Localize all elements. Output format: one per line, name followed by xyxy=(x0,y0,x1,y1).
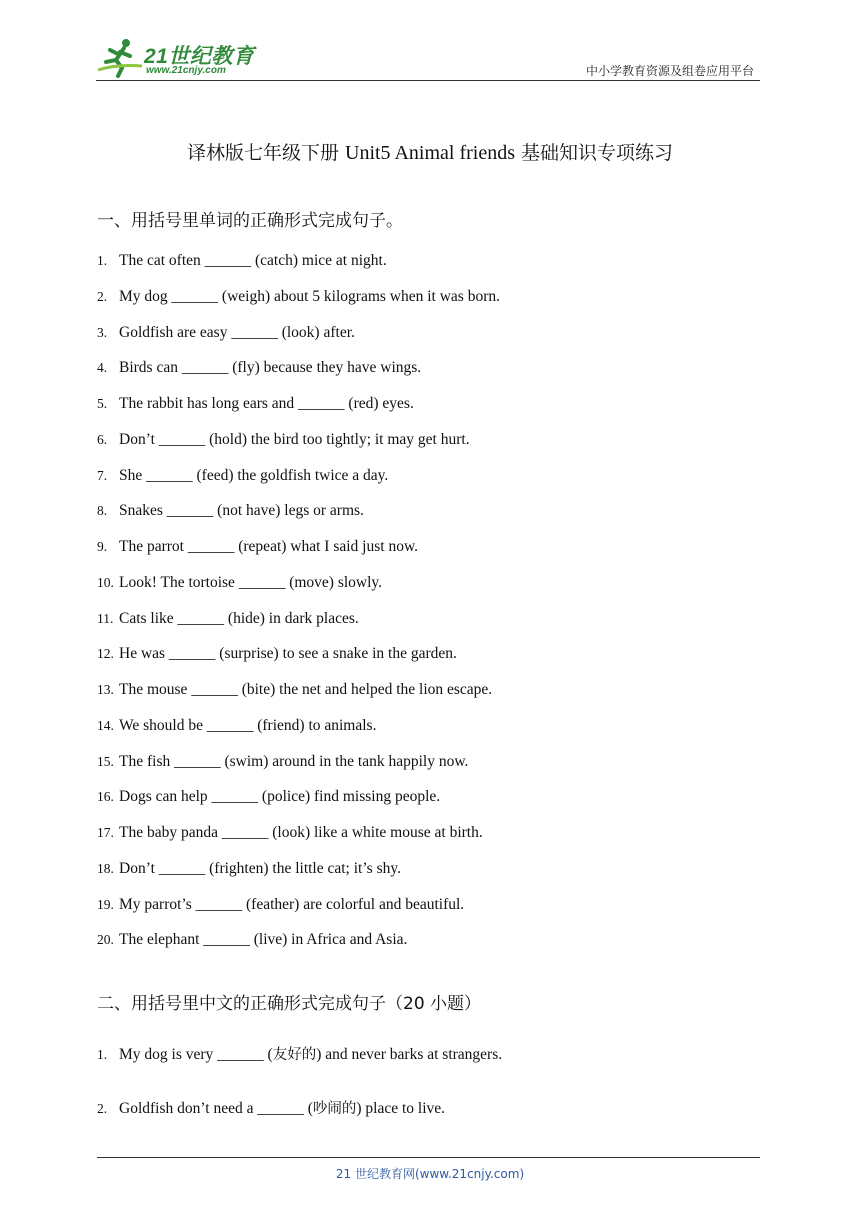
question-text: The elephant ______ (live) in Africa and Asia. xyxy=(119,931,408,949)
question-number: 13. xyxy=(97,682,114,697)
question-row xyxy=(97,610,359,628)
question-row xyxy=(97,502,364,520)
question-text-after: ) and never barks at strangers. xyxy=(316,1046,503,1063)
question-number: 12. xyxy=(97,646,114,662)
question-row xyxy=(97,717,376,735)
question-row xyxy=(97,324,355,342)
question-number: 5. xyxy=(97,396,108,411)
question-text: My parrot’s ______ (feather) are colorful and beautiful. xyxy=(119,895,465,913)
question-text: We should be ______ (friend) to animals. xyxy=(119,716,377,734)
question-text: The parrot ______ (repeat) what I said just now. xyxy=(119,538,419,555)
title-suffix: 基础知识专项练习 xyxy=(514,142,674,164)
question-number: 7. xyxy=(97,467,108,483)
footer-divider xyxy=(97,1157,760,1158)
question-text: She ______ (feed) the goldfish twice a day. xyxy=(119,466,389,484)
question-number: 1. xyxy=(97,1047,108,1062)
question-text: Goldfish are easy ______ (look) after. xyxy=(119,323,355,341)
question-number: 2. xyxy=(97,1101,108,1116)
question-text: Snakes ______ (not have) legs or arms. xyxy=(119,502,364,520)
question-number: 11. xyxy=(97,610,114,626)
question-text: Birds can ______ (fly) because they have wings. xyxy=(119,359,422,377)
page-title xyxy=(0,138,860,165)
question-row xyxy=(97,824,483,842)
question-row xyxy=(97,288,500,306)
question-text: Cats like ______ (hide) in dark places. xyxy=(119,609,359,627)
question-row xyxy=(97,896,464,914)
question-number: 20. xyxy=(97,932,114,948)
question-text: Look! The tortoise ______ (move) slowly. xyxy=(119,573,383,591)
question-text-before: Goldfish don’t need a ______ ( xyxy=(119,1100,313,1117)
question-text: The baby panda ______ (look) like a white mouse at birth. xyxy=(119,824,483,841)
question-number: 2. xyxy=(97,288,108,304)
logo-text: 21世纪教育 xyxy=(144,45,255,68)
question-text: Don’t ______ (frighten) the little cat; it’s shy. xyxy=(119,859,401,877)
question-number: 1. xyxy=(97,253,108,268)
title-prefix: 译林版七年级下册 xyxy=(186,142,345,164)
question-number: 18. xyxy=(97,860,114,876)
question-number: 16. xyxy=(97,789,114,805)
question-number: 19. xyxy=(97,896,114,912)
question-row xyxy=(97,574,382,592)
question-text-after: ) place to live. xyxy=(356,1100,446,1117)
question-text: My dog ______ (weigh) about 5 kilograms when it was born. xyxy=(119,287,500,305)
logo-url: www.21cnjy.com xyxy=(146,65,226,76)
section-1-heading: 一、用括号里单词的正确形式完成句子。 xyxy=(97,211,403,231)
runner-logo-icon xyxy=(96,36,144,80)
question-row xyxy=(97,1097,445,1118)
question-number: 6. xyxy=(97,431,108,447)
footer-text: 21 世纪教育网(www.21cnjy.com) xyxy=(335,1167,525,1181)
question-number: 10. xyxy=(97,574,114,590)
page-header xyxy=(96,36,760,82)
header-platform-text: 中小学教育资源及组卷应用平台 xyxy=(585,64,754,78)
question-row xyxy=(97,359,421,377)
question-number: 8. xyxy=(97,503,108,519)
question-number: 9. xyxy=(97,539,108,554)
question-row xyxy=(97,252,387,270)
question-number: 14. xyxy=(97,717,114,733)
question-row xyxy=(97,645,457,663)
question-row xyxy=(97,681,492,699)
question-row xyxy=(97,753,468,771)
question-text: The rabbit has long ears and ______ (red) eyes. xyxy=(119,395,414,412)
question-chinese-hint: 友好的 xyxy=(272,1047,317,1063)
question-text: Dogs can help ______ (police) find missing people. xyxy=(119,788,441,806)
question-text: Don’t ______ (hold) the bird too tightly; it may get hurt. xyxy=(119,430,470,448)
section-2-heading: 二、用括号里中文的正确形式完成句子（20 小题） xyxy=(97,994,482,1014)
question-text: The fish ______ (swim) around in the tank happily now. xyxy=(119,752,469,770)
question-row xyxy=(97,931,407,949)
title-unit: Unit5 Animal friends xyxy=(345,142,515,164)
question-row xyxy=(97,860,401,878)
question-row xyxy=(97,467,388,485)
question-row xyxy=(97,1043,502,1064)
site-logo[interactable] xyxy=(96,36,266,80)
question-number: 17. xyxy=(97,825,114,840)
question-text: The cat often ______ (catch) mice at night. xyxy=(119,252,387,269)
question-number: 3. xyxy=(97,324,108,340)
question-text: The mouse ______ (bite) the net and helped the lion escape. xyxy=(119,681,493,698)
question-row xyxy=(97,431,470,449)
question-chinese-hint: 吵闹的 xyxy=(312,1101,357,1117)
header-divider xyxy=(96,80,760,81)
question-row xyxy=(97,788,440,806)
question-text: He was ______ (surprise) to see a snake in the garden. xyxy=(119,645,457,663)
question-number: 4. xyxy=(97,360,108,376)
question-row xyxy=(97,538,418,556)
question-row xyxy=(97,395,414,413)
question-text-before: My dog is very ______ ( xyxy=(119,1046,273,1063)
question-number: 15. xyxy=(97,753,114,769)
